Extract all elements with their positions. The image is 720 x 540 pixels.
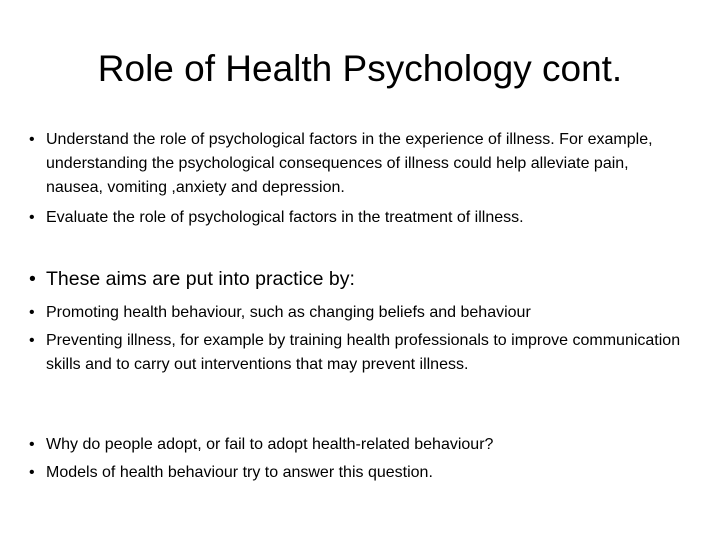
bullet-marker: • xyxy=(29,464,35,481)
bullet-text: Evaluate the role of psychological factors in the treatment of illness. xyxy=(46,209,524,226)
slide-title: Role of Health Psychology cont. xyxy=(97,48,623,89)
bullet-text: Why do people adopt, or fail to adopt health-related behaviour? xyxy=(46,436,494,453)
bullet-marker: • xyxy=(29,131,35,148)
bullet-text: Understand the role of psychological factors in the experience of illness. For example, understanding the psychological consequences of illness could help alleviate pain, nausea, vomiting ,anxiety and depression. xyxy=(46,131,653,196)
bullet-marker: • xyxy=(29,304,35,321)
bullet-item xyxy=(25,266,685,292)
bullet-text: Promoting health behaviour, such as changing beliefs and behaviour xyxy=(46,304,531,321)
bullet-text: Models of health behaviour try to answer this question. xyxy=(46,464,433,481)
bullet-item xyxy=(25,128,685,200)
bullet-marker: • xyxy=(29,268,36,290)
bullet-item xyxy=(25,329,685,377)
bullet-text: Preventing illness, for example by training health professionals to improve communication skills and to carry out interventions that may prevent illness. xyxy=(46,332,681,373)
bullet-marker: • xyxy=(29,209,35,226)
bullet-item xyxy=(25,461,685,485)
bullet-text: These aims are put into practice by: xyxy=(46,268,355,290)
bullet-marker: • xyxy=(29,436,35,453)
bullet-marker: • xyxy=(29,332,35,349)
bullet-item xyxy=(25,433,685,457)
bullet-item xyxy=(25,301,685,325)
bullet-item xyxy=(25,206,685,230)
